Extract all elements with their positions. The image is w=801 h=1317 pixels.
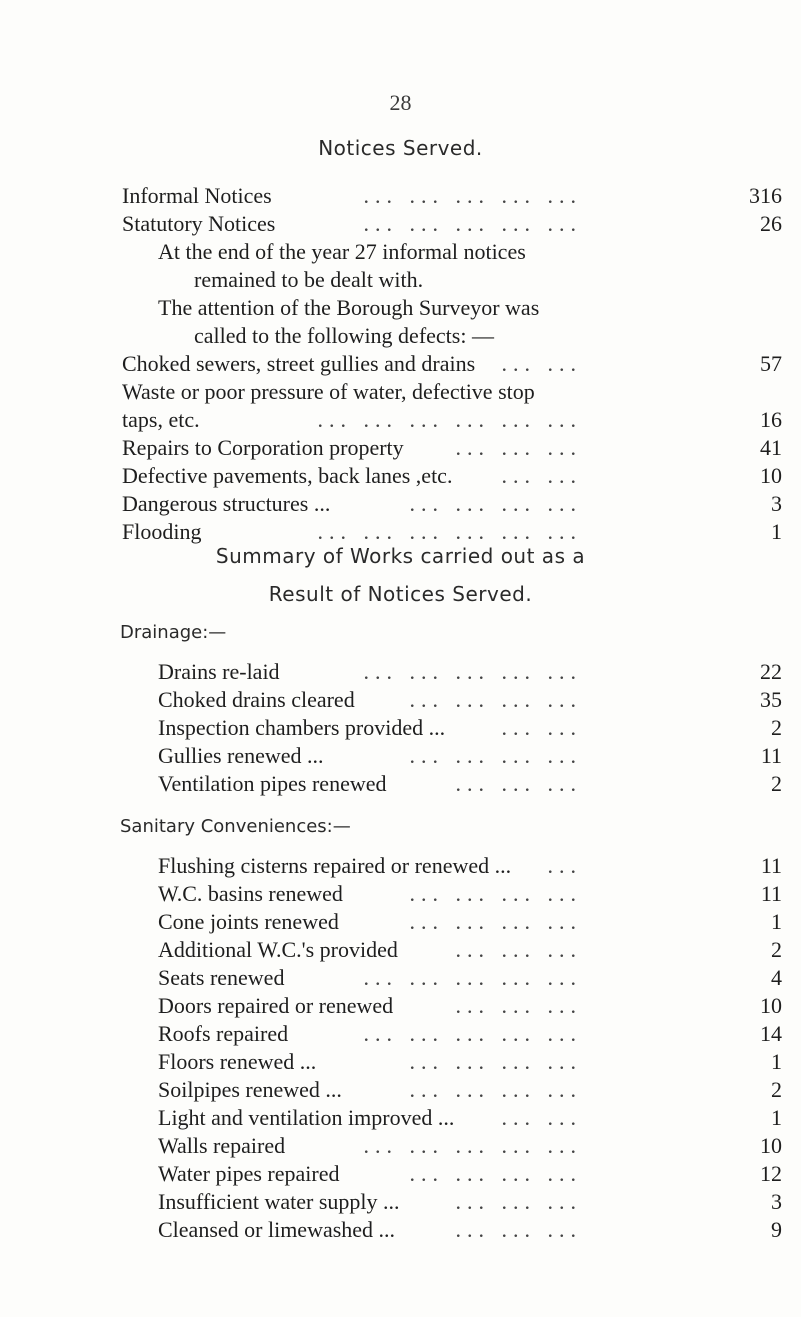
notices-heading: Notices Served. [318, 136, 483, 160]
row-label: Additional W.C.'s provided [158, 937, 398, 962]
leader-dots: ... ... [501, 715, 582, 740]
row-label: Soilpipes renewed ... [158, 1077, 342, 1102]
row-value: 1 [771, 519, 782, 544]
row-label: Cone joints renewed [158, 909, 339, 934]
row-value: 11 [760, 853, 782, 878]
row-label: Insufficient water supply ... [158, 1189, 400, 1214]
row-value: 3 [771, 1189, 782, 1214]
table-row [158, 1188, 782, 1216]
table-row [158, 770, 782, 798]
leader-dots: ... ... ... [455, 993, 582, 1018]
row-label: Ventilation pipes renewed [158, 771, 387, 796]
page-number: 28 [389, 90, 412, 115]
table-row [158, 1216, 782, 1244]
note-line: called to the following defects: — [194, 323, 494, 348]
leader-dots: ... ... ... ... [409, 687, 582, 712]
leader-dots: ... ... [501, 1105, 582, 1130]
row-label: Waste or poor pressure of water, defective stop [122, 379, 535, 404]
row-label: Water pipes repaired [158, 1161, 340, 1186]
informal-notices-row [122, 182, 782, 210]
table-row [122, 434, 782, 462]
leader-dots: ... ... ... ... ... [363, 965, 582, 990]
row-label: Dangerous structures ... [122, 491, 331, 516]
row-label: Roofs repaired [158, 1021, 289, 1046]
leader-dots: ... ... [501, 351, 582, 376]
leader-dots: ... ... ... ... ... [363, 211, 582, 236]
leader-dots: ... ... ... ... [409, 491, 582, 516]
row-label: W.C. basins renewed [158, 881, 343, 906]
row-label: Flushing cisterns repaired or renewed ... [158, 853, 512, 878]
leader-dots: ... ... ... ... ... [363, 1133, 582, 1158]
leader-dots: ... ... ... [455, 435, 582, 460]
row-label: Informal Notices [122, 183, 272, 208]
row-value: 14 [760, 1021, 782, 1046]
row-label: Walls repaired [158, 1133, 286, 1158]
row-label: Light and ventilation improved ... [158, 1105, 455, 1130]
row-value: 2 [771, 715, 782, 740]
row-value: 316 [749, 183, 782, 208]
row-value: 2 [771, 771, 782, 796]
row-label: Seats renewed [158, 965, 285, 990]
leader-dots: ... ... ... [455, 937, 582, 962]
row-label: Choked sewers, street gullies and drains [122, 351, 476, 376]
leader-dots: ... ... ... ... ... [363, 659, 582, 684]
row-label: Choked drains cleared [158, 687, 355, 712]
table-row [122, 378, 682, 406]
drainage-heading: Drainage:— [120, 622, 227, 643]
row-value: 2 [771, 937, 782, 962]
row-value: 4 [771, 965, 782, 990]
row-value: 2 [771, 1077, 782, 1102]
row-value: 26 [760, 211, 782, 236]
leader-dots: ... ... ... ... [409, 1049, 582, 1074]
leader-dots: ... ... ... ... [409, 1161, 582, 1186]
table-row [158, 964, 782, 992]
row-value: 3 [771, 491, 782, 516]
table-row [158, 908, 782, 936]
row-label: Inspection chambers provided ... [158, 715, 446, 740]
table-row [158, 1104, 782, 1132]
row-value: 57 [760, 351, 782, 376]
note-line: The attention of the Borough Surveyor was [158, 295, 540, 320]
table-row [122, 350, 782, 378]
leader-dots: ... ... ... [455, 1189, 582, 1214]
table-row [158, 1132, 782, 1160]
row-label: Defective pavements, back lanes ,etc. [122, 463, 453, 488]
row-label: Drains re-laid [158, 659, 280, 684]
row-value: 1 [771, 1105, 782, 1130]
row-value: 10 [760, 463, 782, 488]
row-label: Doors repaired or renewed [158, 993, 394, 1018]
leader-dots: ... [547, 853, 582, 878]
summary-heading-line2: Result of Notices Served. [268, 582, 533, 606]
row-label: Repairs to Corporation property [122, 435, 404, 460]
table-row [158, 1160, 782, 1188]
row-value: 11 [760, 743, 782, 768]
table-row [158, 992, 782, 1020]
summary-heading-line1: Summary of Works carried out as a [215, 544, 586, 568]
note-line: remained to be dealt with. [194, 267, 424, 292]
row-value: 11 [760, 881, 782, 906]
sanitary-heading: Sanitary Conveniences:— [120, 816, 351, 837]
row-label: Floors renewed ... [158, 1049, 317, 1074]
leader-dots: ... ... ... ... ... [363, 1021, 582, 1046]
row-value: 10 [760, 993, 782, 1018]
row-label: taps, etc. [122, 407, 200, 432]
row-value: 41 [760, 435, 782, 460]
table-row [158, 1020, 782, 1048]
table-row [158, 686, 782, 714]
leader-dots: ... ... ... ... ... [363, 183, 582, 208]
leader-dots: ... ... ... ... [409, 909, 582, 934]
note-borough-surveyor [158, 294, 678, 350]
table-row [158, 742, 782, 770]
row-label: Flooding [122, 519, 202, 544]
row-value: 35 [760, 687, 782, 712]
table-row [122, 406, 782, 434]
row-value: 16 [760, 407, 782, 432]
leader-dots: ... ... ... [455, 771, 582, 796]
leader-dots: ... ... [501, 463, 582, 488]
note-outstanding-notices [158, 238, 678, 294]
note-line: At the end of the year 27 informal notices [158, 239, 526, 264]
row-value: 22 [760, 659, 782, 684]
leader-dots: ... ... ... ... ... ... [317, 407, 582, 432]
row-value: 1 [771, 909, 782, 934]
table-row [158, 658, 782, 686]
table-row [158, 936, 782, 964]
row-value: 9 [771, 1217, 782, 1242]
row-label: Gullies renewed ... [158, 743, 324, 768]
table-row [122, 462, 782, 490]
table-row [158, 714, 782, 742]
table-row [158, 1048, 782, 1076]
leader-dots: ... ... ... [455, 1217, 582, 1242]
table-row [122, 518, 782, 546]
leader-dots: ... ... ... ... [409, 1077, 582, 1102]
table-row [158, 880, 782, 908]
table-row [122, 490, 782, 518]
table-row [158, 1076, 782, 1104]
row-value: 1 [771, 1049, 782, 1074]
table-row [158, 852, 782, 880]
statutory-notices-row [122, 210, 782, 238]
row-label: Statutory Notices [122, 211, 276, 236]
leader-dots: ... ... ... ... [409, 743, 582, 768]
row-value: 10 [760, 1133, 782, 1158]
row-label: Cleansed or limewashed ... [158, 1217, 396, 1242]
leader-dots: ... ... ... ... ... ... [317, 519, 582, 544]
row-value: 12 [760, 1161, 782, 1186]
leader-dots: ... ... ... ... [409, 881, 582, 906]
